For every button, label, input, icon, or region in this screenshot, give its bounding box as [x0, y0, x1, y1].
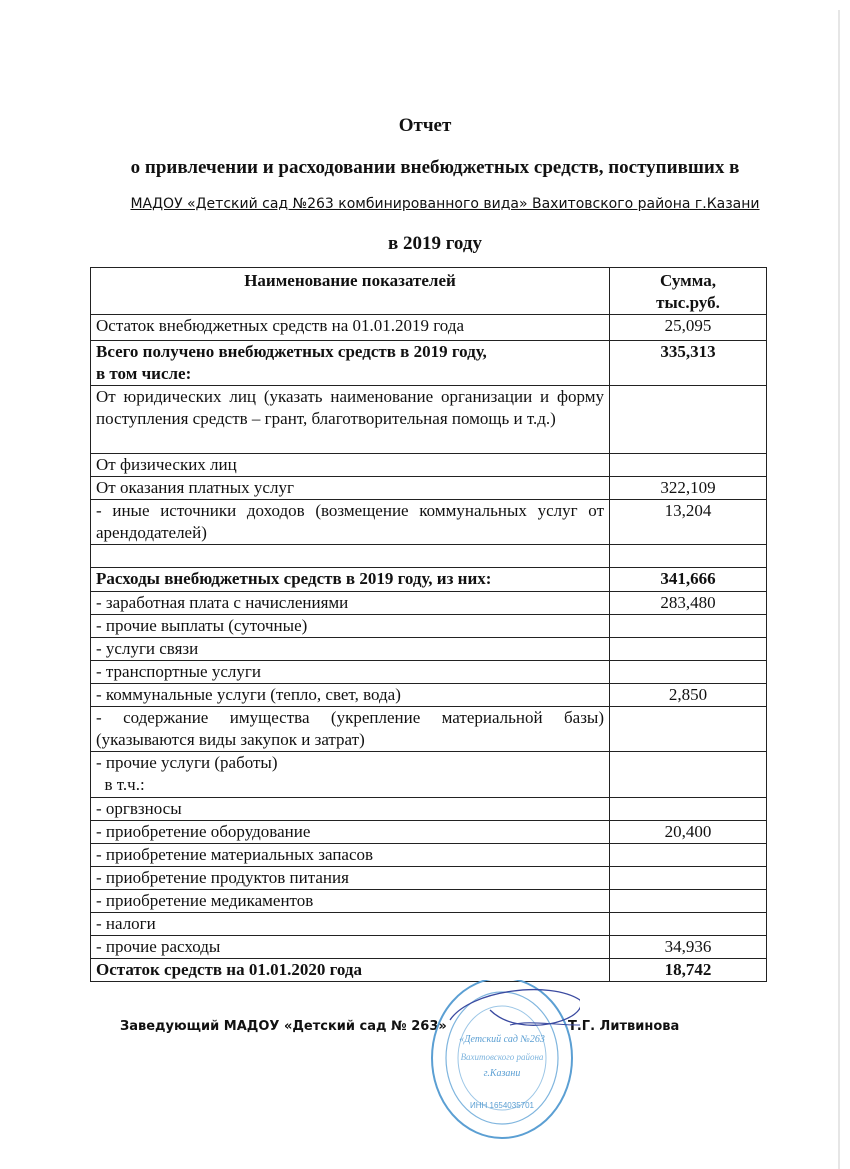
- row-value: 20,400: [610, 821, 767, 844]
- organization-name: МАДОУ «Детский сад №263 комбинированного вида» Вахитовского района г.Казани: [130, 196, 760, 212]
- signature-position: Заведующий МАДОУ «Детский сад № 263»: [120, 1019, 447, 1034]
- table-row: [91, 959, 767, 982]
- table-row: [91, 707, 767, 752]
- row-value: [610, 913, 767, 936]
- table-row: [91, 684, 767, 707]
- row-label: [91, 545, 610, 568]
- table-row: [91, 638, 767, 661]
- row-value: [610, 386, 767, 454]
- table-row: [91, 500, 767, 545]
- stamp-icon: [430, 980, 580, 1150]
- row-value: [610, 798, 767, 821]
- table-row: [91, 454, 767, 477]
- row-label: От оказания платных услуг: [91, 477, 610, 500]
- table-row: [91, 890, 767, 913]
- row-label: - прочие расходы: [91, 936, 610, 959]
- table-row: [91, 545, 767, 568]
- row-value: 18,742: [610, 959, 767, 982]
- row-value: 335,313: [610, 341, 767, 386]
- row-value: [610, 545, 767, 568]
- row-label: От физических лиц: [91, 454, 610, 477]
- row-label: - приобретение оборудование: [91, 821, 610, 844]
- row-value: [610, 752, 767, 798]
- table-row: [91, 936, 767, 959]
- column-header-name: Наименование показателей: [91, 268, 610, 315]
- row-value: 34,936: [610, 936, 767, 959]
- row-label: - содержание имущества (укрепление материальной базы) (указываются виды закупок и затрат): [91, 707, 610, 752]
- row-value: [610, 454, 767, 477]
- row-value: 13,204: [610, 500, 767, 545]
- table-row: [91, 315, 767, 341]
- report-period: в 2019 году: [388, 233, 482, 254]
- row-label: Расходы внебюджетных средств в 2019 году, из них:: [91, 568, 610, 592]
- row-label: - приобретение материальных запасов: [91, 844, 610, 867]
- row-value: [610, 890, 767, 913]
- report-table: [90, 267, 767, 982]
- table-row: [91, 752, 767, 798]
- row-value: [610, 661, 767, 684]
- row-value: 25,095: [610, 315, 767, 341]
- row-label: От юридических лиц (указать наименование организации и форму поступления средств – грант, благотворительная помощь и т.д.): [91, 386, 610, 454]
- row-label: Остаток средств на 01.01.2020 года: [91, 959, 610, 982]
- table-header-row: [91, 268, 767, 315]
- svg-text:«Детский сад №263: «Детский сад №263: [459, 1034, 545, 1045]
- table-row: [91, 913, 767, 936]
- row-label: - транспортные услуги: [91, 661, 610, 684]
- table-row: [91, 386, 767, 454]
- table-row: [91, 592, 767, 615]
- row-value: 341,666: [610, 568, 767, 592]
- svg-text:Вахитовского района: Вахитовского района: [460, 1052, 544, 1062]
- row-label: - прочие выплаты (суточные): [91, 615, 610, 638]
- signer-name: Т.Г. Литвинова: [568, 1019, 680, 1034]
- row-label: - заработная плата с начислениями: [91, 592, 610, 615]
- page-edge: [838, 10, 840, 1169]
- table-row: [91, 821, 767, 844]
- report-subtitle: о привлечении и расходовании внебюджетных средств, поступивших в: [130, 157, 740, 178]
- row-value: [610, 867, 767, 890]
- report-title: Отчет: [398, 115, 452, 136]
- official-stamp: [430, 980, 580, 1155]
- svg-text:г.Казани: г.Казани: [483, 1068, 521, 1079]
- table-row: [91, 615, 767, 638]
- row-label: - оргвзносы: [91, 798, 610, 821]
- row-label: - приобретение продуктов питания: [91, 867, 610, 890]
- row-label: - иные источники доходов (возмещение коммунальных услуг от арендодателей): [91, 500, 610, 545]
- row-label: - приобретение медикаментов: [91, 890, 610, 913]
- row-value: [610, 844, 767, 867]
- table-row: [91, 341, 767, 386]
- row-label: Остаток внебюджетных средств на 01.01.2019 года: [91, 315, 610, 341]
- row-label: Всего получено внебюджетных средств в 2019 году, в том числе:: [91, 341, 610, 386]
- svg-text:ИНН 1654035701: ИНН 1654035701: [469, 1101, 535, 1110]
- table-row: [91, 477, 767, 500]
- row-value: 2,850: [610, 684, 767, 707]
- row-label: - налоги: [91, 913, 610, 936]
- row-label: - коммунальные услуги (тепло, свет, вода): [91, 684, 610, 707]
- table-row: [91, 844, 767, 867]
- table-row: [91, 661, 767, 684]
- table-row: [91, 867, 767, 890]
- row-value: 283,480: [610, 592, 767, 615]
- table-row: [91, 568, 767, 592]
- column-header-sum: Сумма, тыс.руб.: [610, 268, 767, 315]
- table-row: [91, 798, 767, 821]
- row-value: 322,109: [610, 477, 767, 500]
- row-label: - прочие услуги (работы) в т.ч.:: [91, 752, 610, 798]
- row-label: - услуги связи: [91, 638, 610, 661]
- row-value: [610, 707, 767, 752]
- row-value: [610, 638, 767, 661]
- row-value: [610, 615, 767, 638]
